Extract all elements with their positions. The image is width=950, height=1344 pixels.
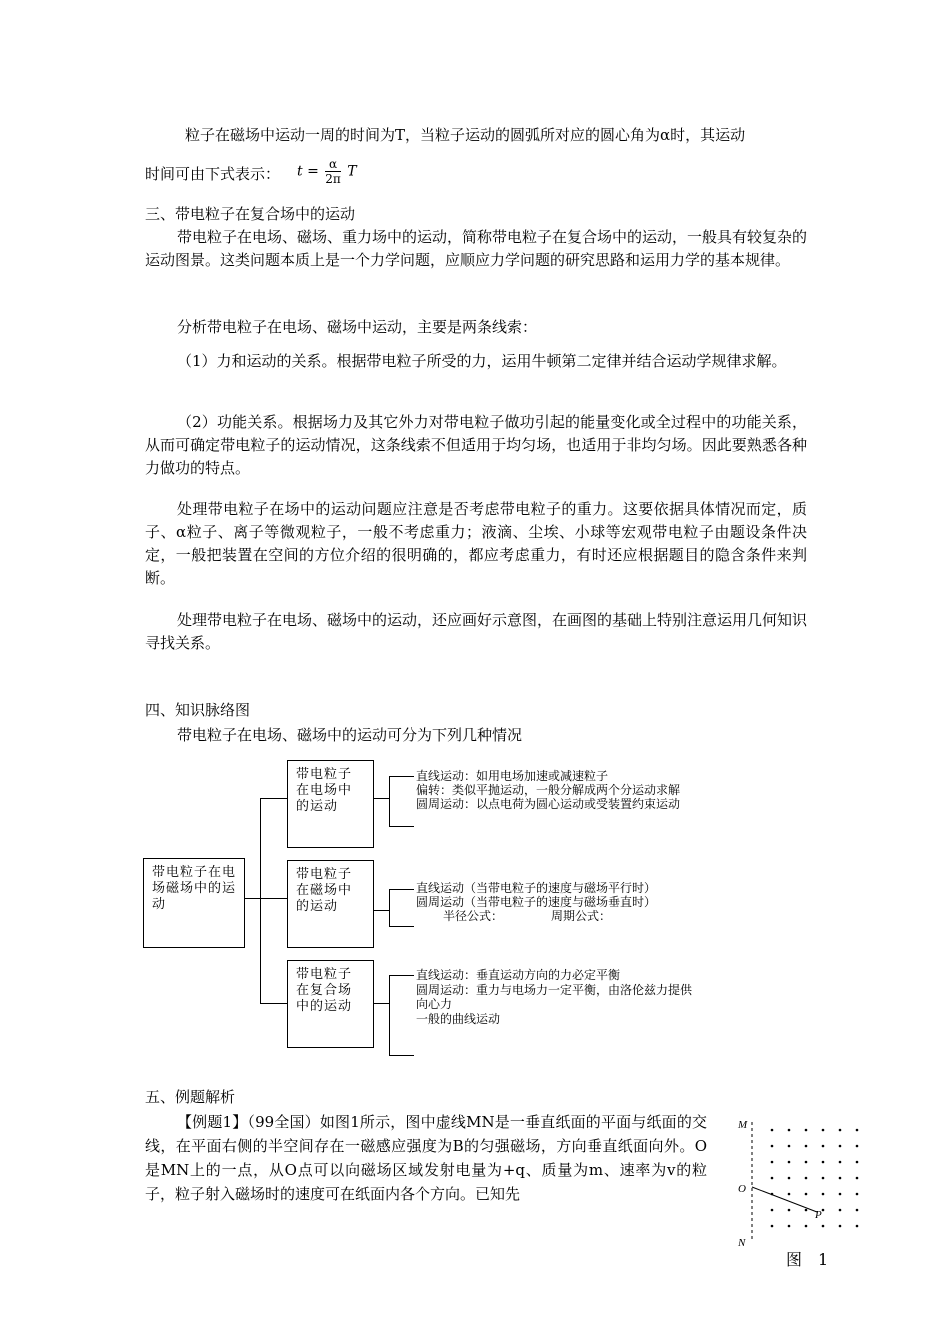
field-dot xyxy=(805,1145,808,1148)
field-dot xyxy=(822,1161,825,1164)
field-dot xyxy=(788,1161,791,1164)
field-dot xyxy=(822,1225,825,1228)
field-dot xyxy=(805,1177,808,1180)
bracket3-stem xyxy=(374,1003,390,1004)
para1-line2-text: 时间可由下式表示： xyxy=(145,165,281,183)
bracket3-top xyxy=(389,975,414,976)
label-O: O xyxy=(738,1183,746,1195)
bracket2-bottom xyxy=(389,926,414,927)
field-dot xyxy=(822,1209,825,1212)
field-dot xyxy=(839,1177,842,1180)
label-N: N xyxy=(738,1237,746,1249)
b2-note-3: 半径公式： xyxy=(443,909,504,923)
diagram-box-composite: 带电粒子在复合场中的运动 xyxy=(287,960,374,1048)
field-dot xyxy=(788,1129,791,1132)
field-dot xyxy=(788,1145,791,1148)
label-P: P xyxy=(815,1209,822,1221)
para5: （2）功能关系。根据场力及其它外力对带电粒子做功引起的能量变化或全过程中的功能关系，从而可确定带电粒子的运动情况，这条线索不但适用于均匀场，也适用于非均匀场。因此要熟悉各种力做功的特点。 xyxy=(145,413,807,477)
field-dot xyxy=(839,1161,842,1164)
field-dot xyxy=(856,1129,859,1132)
bracket1-top xyxy=(389,776,414,777)
field-dot xyxy=(771,1177,774,1180)
diagram-root-box: 带电粒子在电场磁场中的运动 xyxy=(143,858,245,948)
para2: 带电粒子在电场、磁场、重力场中的运动，简称带电粒子在复合场中的运动，一般具有较复杂的运动图景。这类问题本质上是一个力学问题，应顺应力学问题的研究思路和运用力学的基本规律。 xyxy=(145,228,808,269)
b3-note-1: 直线运动：垂直运动方向的力必定平衡 xyxy=(416,968,621,982)
field-dot xyxy=(771,1209,774,1212)
b1-note-2: 偏转：类似平抛运动，一般分解成两个分运动求解 xyxy=(416,783,681,797)
connector-b2 xyxy=(260,898,287,899)
connector-b1 xyxy=(260,798,287,799)
field-dot xyxy=(805,1129,808,1132)
bracket3-vertical xyxy=(389,975,390,1056)
bracket1-vertical xyxy=(389,776,390,827)
b2-note-4: 周期公式： xyxy=(551,909,612,923)
field-dot xyxy=(822,1177,825,1180)
field-dot xyxy=(788,1193,791,1196)
field-dot xyxy=(788,1177,791,1180)
para4: （1）力和运动的关系。根据带电粒子所受的力，运用牛顿第二定律并结合运动学规律求解。 xyxy=(177,352,787,370)
field-dot xyxy=(822,1145,825,1148)
field-dot xyxy=(856,1145,859,1148)
para1-line2 xyxy=(145,163,280,185)
bracket2-vertical xyxy=(389,889,390,927)
field-dot xyxy=(805,1209,808,1212)
b3-note-2: 圆周运动：重力与电场力一定平衡，由洛伦兹力提供 xyxy=(416,983,693,997)
bracket2-stem xyxy=(374,910,390,911)
b3-note-3: 向心力 xyxy=(416,997,453,1011)
para7: 处理带电粒子在电场、磁场中的运动，还应画好示意图，在画图的基础上特别注意运用几何知识寻找关系。 xyxy=(145,611,808,652)
field-dot xyxy=(788,1225,791,1228)
para6: 处理带电粒子在场中的运动问题应注意是否考虑带电粒子的重力。这要依据具体情况而定，质子、α粒子、离子等微观粒子，一般不考虑重力；液滴、尘埃、小球等宏观带电粒子由题设条件决定，一般把装置在空间的方位介绍的很明确的，都应考虑重力，有时还应根据题目的隐含条件来判断。 xyxy=(145,500,807,587)
bracket1-stem xyxy=(374,798,390,799)
connector-root xyxy=(245,898,261,899)
section4-title: 四、知识脉络图 xyxy=(145,701,251,719)
field-dot xyxy=(856,1209,859,1212)
field-dot xyxy=(788,1209,791,1212)
b3-note-4: 一般的曲线运动 xyxy=(416,1012,501,1026)
formula-denominator: 2π xyxy=(325,172,341,186)
field-dot xyxy=(805,1225,808,1228)
field-dot xyxy=(839,1145,842,1148)
figure1-caption: 图 1 xyxy=(786,1250,829,1269)
field-dot xyxy=(839,1209,842,1212)
time-formula xyxy=(297,157,357,186)
figure1-magnetic-field xyxy=(732,1112,882,1254)
section5-title: 五、例题解析 xyxy=(145,1088,236,1106)
field-dot xyxy=(839,1193,842,1196)
field-dot xyxy=(805,1161,808,1164)
field-dot xyxy=(771,1129,774,1132)
formula-fraction xyxy=(325,157,341,186)
field-dot xyxy=(771,1161,774,1164)
field-dot xyxy=(839,1129,842,1132)
bracket2-top xyxy=(389,889,414,890)
para3: 分析带电粒子在电场、磁场中运动，主要是两条线索： xyxy=(177,318,538,336)
connector-b3 xyxy=(260,1003,287,1004)
b2-note-2: 圆周运动（当带电粒子的速度与磁场垂直时） xyxy=(416,895,657,909)
section4-intro: 带电粒子在电场、磁场中的运动可分为下列几种情况 xyxy=(177,726,523,744)
field-dot xyxy=(856,1225,859,1228)
field-dot xyxy=(771,1225,774,1228)
field-dot xyxy=(839,1225,842,1228)
bracket1-bottom xyxy=(389,826,414,827)
field-dot xyxy=(805,1193,808,1196)
para1-line1: 粒子在磁场中运动一周的时间为T，当粒子运动的圆弧所对应的圆心角为α时，其运动 xyxy=(185,126,746,144)
formula-T: T xyxy=(347,163,357,180)
b1-note-3: 圆周运动：以点电荷为圆心运动或受装置约束运动 xyxy=(416,797,681,811)
bracket3-bottom xyxy=(389,1055,414,1056)
field-dot xyxy=(771,1145,774,1148)
field-dot xyxy=(856,1177,859,1180)
field-dot xyxy=(822,1129,825,1132)
connector-vertical xyxy=(260,798,261,1003)
diagram-box-magnetic: 带电粒子在磁场中的运动 xyxy=(287,860,374,948)
formula-t: t = xyxy=(297,163,319,180)
field-dot xyxy=(822,1193,825,1196)
label-M: M xyxy=(738,1119,748,1131)
field-dot xyxy=(856,1193,859,1196)
section3-title: 三、带电粒子在复合场中的运动 xyxy=(145,205,356,223)
field-dot xyxy=(856,1161,859,1164)
example1-text: 【例题1】（99全国）如图1所示，图中虚线MN是一垂直纸面的平面与纸面的交线，在平面右侧的半空间存在一磁感应强度为B的匀强磁场，方向垂直纸面向外。O是MN上的一点，从O点可以向磁场区域发射电量为+q、质量为m、速率为v的粒子，粒子射入磁场时的速度可在纸面内各个方向。已知先 xyxy=(145,1113,707,1203)
formula-numerator: α xyxy=(325,157,341,172)
b2-note-1: 直线运动（当带电粒子的速度与磁场平行时） xyxy=(416,881,657,895)
diagram-box-electric: 带电粒子在电场中的运动 xyxy=(287,760,374,848)
b1-note-1: 直线运动：如用电场加速或减速粒子 xyxy=(416,769,609,783)
